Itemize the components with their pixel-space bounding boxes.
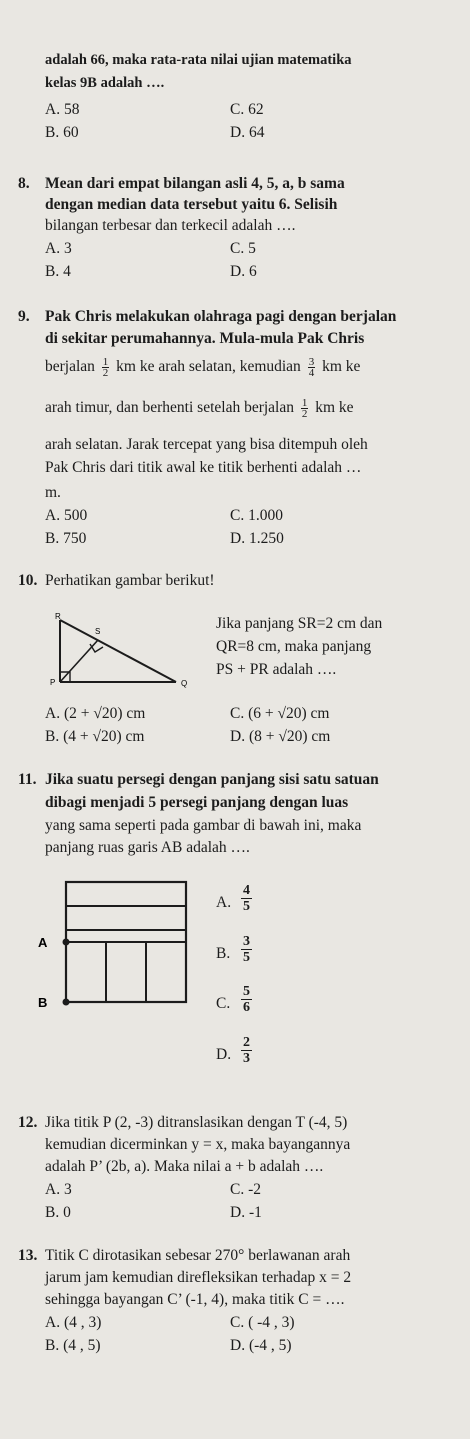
q10-side-line1: Jika panjang SR=2 cm dan [216, 615, 383, 632]
q9-line3-end: km ke [322, 358, 361, 376]
q11-option-d-fraction: 2 3 [243, 1035, 250, 1066]
q7-line2: kelas 9B adalah …. [45, 75, 165, 91]
q13-option-c[interactable]: C. ( -4 , 3) [230, 1314, 295, 1331]
q8-number: 8. [18, 175, 30, 192]
q8-option-c[interactable]: C. 5 [230, 240, 256, 257]
point-label-s: S [95, 627, 101, 636]
point-label-p: P [50, 678, 56, 687]
q13-option-a[interactable]: A. (4 , 3) [45, 1314, 102, 1331]
q9-line7: m. [45, 484, 61, 501]
q8-option-d[interactable]: D. 6 [230, 263, 257, 280]
q8-option-b[interactable]: B. 4 [45, 263, 71, 280]
q10-side-line3: PS + PR adalah …. [216, 661, 337, 678]
q7-option-a[interactable]: A. 58 [45, 101, 80, 118]
q11-option-a-fraction: 4 5 [243, 883, 250, 914]
q7-option-d[interactable]: D. 64 [230, 124, 265, 141]
q12-number: 12. [18, 1114, 38, 1131]
q12-option-d[interactable]: D. -1 [230, 1204, 262, 1221]
q13-line3: sehingga bayangan C’ (-1, 4), maka titik C = …. [45, 1291, 345, 1308]
q8-line1: Mean dari empat bilangan asli 4, 5, a, b sama [45, 175, 345, 192]
segment-label-a: A [38, 935, 48, 950]
q9-line4 [45, 398, 354, 419]
q9-line2: di sekitar perumahannya. Mula-mula Pak Chris [45, 330, 365, 347]
q13-line2: jarum jam kemudian direfleksikan terhadap x = 2 [45, 1269, 352, 1286]
right-triangle-diagram [38, 612, 188, 692]
q11-line3: yang sama seperti pada gambar di bawah ini, maka [45, 817, 362, 834]
q12-line1: Jika titik P (2, -3) ditranslasikan dengan T (-4, 5) [45, 1114, 348, 1131]
q13-number: 13. [18, 1247, 38, 1264]
q10-option-c[interactable]: C. (6 + √20) cm [230, 705, 330, 722]
q12-line2: kemudian dicerminkan y = x, maka bayangannya [45, 1136, 351, 1153]
q9-option-b[interactable]: B. 750 [45, 530, 87, 547]
q8-option-a[interactable]: A. 3 [45, 240, 72, 257]
q9-line1: Pak Chris melakukan olahraga pagi dengan berjalan [45, 308, 397, 325]
q11-option-d-letter[interactable]: D. [216, 1046, 232, 1063]
q9-option-d[interactable]: D. 1.250 [230, 530, 284, 547]
q9-line4-start: arah timur, dan berhenti setelah berjalan [45, 399, 294, 417]
q12-option-b[interactable]: B. 0 [45, 1204, 71, 1221]
q9-line4-end: km ke [315, 399, 354, 417]
q9-line3-start: berjalan [45, 358, 95, 376]
q9-line3 [45, 357, 360, 378]
q11-option-a-letter[interactable]: A. [216, 894, 232, 911]
q11-line1: Jika suatu persegi dengan panjang sisi satu satuan [45, 771, 379, 788]
segment-label-b: B [38, 995, 48, 1010]
q10-option-d[interactable]: D. (8 + √20) cm [230, 728, 331, 745]
square-partition-diagram [36, 878, 226, 1018]
q13-option-d[interactable]: D. (-4 , 5) [230, 1337, 292, 1354]
fraction-one-half: $\frac{1}{2}$ [301, 397, 308, 420]
q7-line1: adalah 66, maka rata-rata nilai ujian matematika [45, 52, 352, 68]
q11-option-b-letter[interactable]: B. [216, 945, 231, 962]
q11-number: 11. [18, 771, 37, 788]
q9-line6: Pak Chris dari titik awal ke titik berhenti adalah … [45, 459, 362, 476]
fraction-one-half: $\frac{1}{2}$ [102, 356, 109, 379]
q10-intro: Perhatikan gambar berikut! [45, 572, 215, 589]
q8-line3: bilangan terbesar dan terkecil adalah …. [45, 217, 296, 234]
q9-number: 9. [18, 308, 30, 325]
q9-option-c[interactable]: C. 1.000 [230, 507, 283, 524]
q11-line2: dibagi menjadi 5 persegi panjang dengan luas [45, 794, 349, 811]
q11-option-c-letter[interactable]: C. [216, 995, 231, 1012]
fraction-three-quarters: $\frac{3}{4}$ [308, 356, 315, 379]
q8-line2: dengan median data tersebut yaitu 6. Selisih [45, 196, 338, 213]
q9-option-a[interactable]: A. 500 [45, 507, 88, 524]
q10-option-b[interactable]: B. (4 + √20) cm [45, 728, 145, 745]
q12-line3: adalah P’ (2b, a). Maka nilai a + b adalah …. [45, 1158, 324, 1175]
q13-option-b[interactable]: B. (4 , 5) [45, 1337, 101, 1354]
q7-option-c[interactable]: C. 62 [230, 101, 264, 118]
q9-line3-middle: km ke arah selatan, kemudian [116, 358, 301, 376]
q12-option-c[interactable]: C. -2 [230, 1181, 261, 1198]
q9-line5: arah selatan. Jarak tercepat yang bisa ditempuh oleh [45, 436, 368, 453]
point-label-r: R [55, 612, 61, 621]
point-label-q: Q [181, 679, 188, 688]
q10-side-line2: QR=8 cm, maka panjang [216, 638, 372, 655]
q13-line1: Titik C dirotasikan sebesar 270° berlawanan arah [45, 1247, 351, 1264]
q10-option-a[interactable]: A. (2 + √20) cm [45, 705, 146, 722]
q10-number: 10. [18, 572, 38, 589]
q11-line4: panjang ruas garis AB adalah …. [45, 839, 250, 856]
q12-option-a[interactable]: A. 3 [45, 1181, 72, 1198]
q11-option-b-fraction: 3 5 [243, 934, 250, 965]
q11-option-c-fraction: 5 6 [243, 984, 250, 1015]
q7-option-b[interactable]: B. 60 [45, 124, 79, 141]
